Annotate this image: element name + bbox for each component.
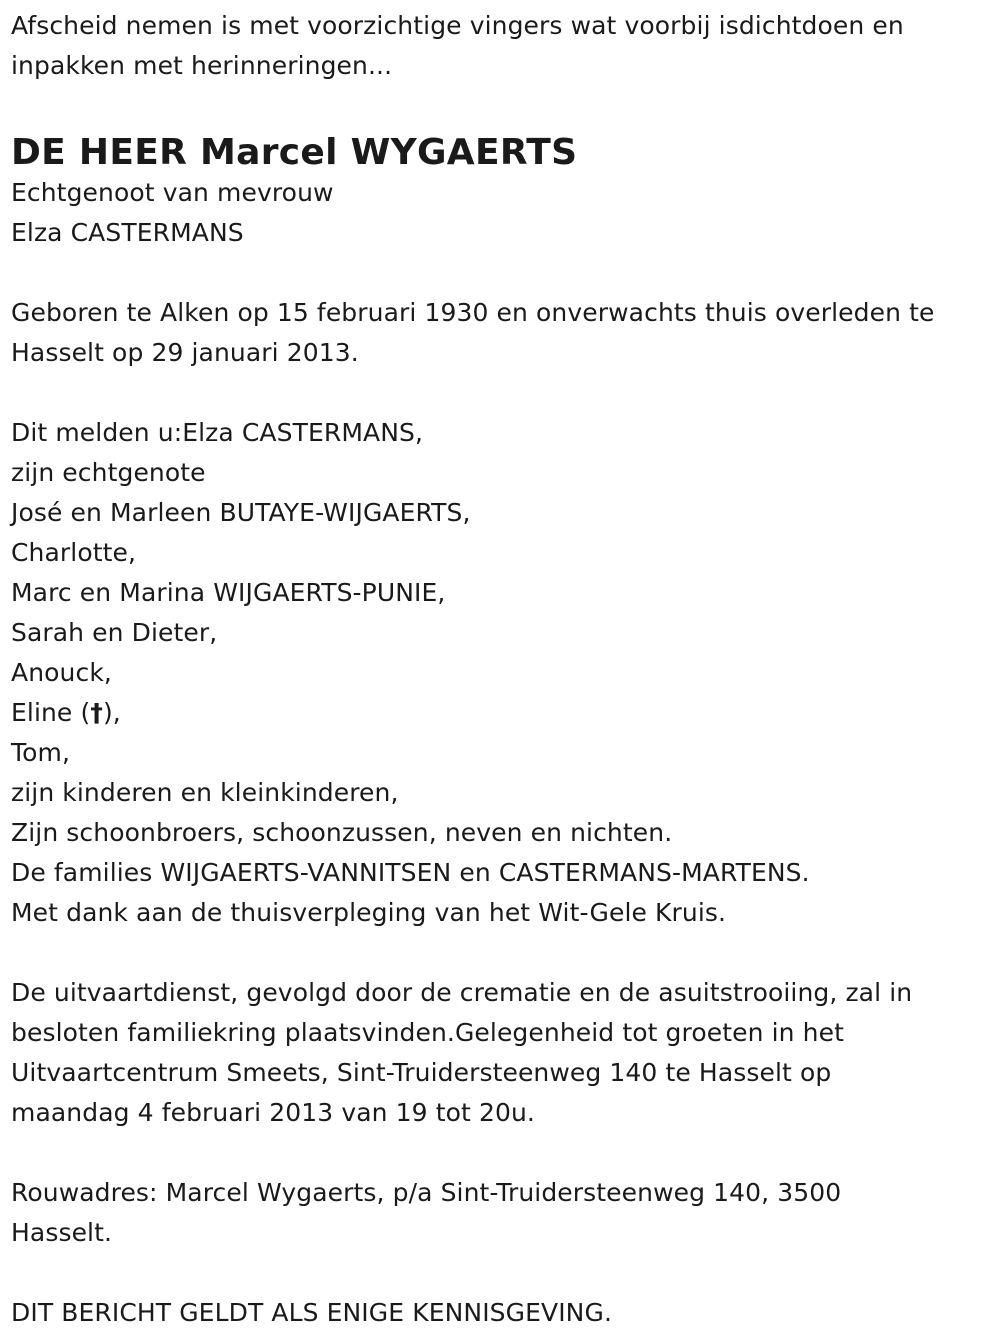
birth-death-line: Geboren te Alken op 15 februari 1930 en onverwachts thuis overleden te [11,298,935,327]
announcer-line-eline [11,693,988,733]
announcers [11,413,988,933]
announcer-line: Zijn schoonbroers, schoonzussen, neven en nichten. [11,818,673,847]
announcer-line: Anouck, [11,658,112,687]
announcer-line: De families WIJGAERTS-VANNITSEN en CASTERMANS-MARTENS. [11,858,810,887]
announcer-line: Sarah en Dieter, [11,618,218,647]
spacer [11,1253,988,1293]
spacer [11,373,988,413]
eline-suffix: ), [102,698,121,727]
ceremony-details [11,973,988,1133]
birth-death [11,293,988,373]
opening-quote [11,6,988,86]
deceased-name: DE HEER Marcel WYGAERTS [11,132,578,173]
spouse-line: Echtgenoot van mevrouw [11,178,334,207]
ceremony-line: maandag 4 februari 2013 van 19 tot 20u. [11,1098,535,1127]
announcer-line: zijn kinderen en kleinkinderen, [11,778,399,807]
spacer [11,253,988,293]
spouse-line: Elza CASTERMANS [11,218,244,247]
ceremony-line: Uitvaartcentrum Smeets, Sint-Truidersteenweg 140 te Hasselt op [11,1058,832,1087]
birth-death-line: Hasselt op 29 januari 2013. [11,338,359,367]
quote-line: inpakken met herinneringen... [11,51,393,80]
notice-line: DIT BERICHT GELDT ALS ENIGE KENNISGEVING. [11,1298,612,1327]
announcer-line: Tom, [11,738,71,767]
announcer-line: Charlotte, [11,538,137,567]
announcer-line: Met dank aan de thuisverpleging van het Wit-Gele Kruis. [11,898,727,927]
spouse-intro [11,173,988,253]
spacer [11,86,988,133]
announcer-line: José en Marleen BUTAYE-WIJGAERTS, [11,498,471,527]
ceremony-line: besloten familiekring plaatsvinden.Gelegenheid tot groeten in het [11,1018,844,1047]
eline-name: Eline ( [11,698,91,727]
spacer [11,933,988,973]
address-line: Rouwadres: Marcel Wygaerts, p/a Sint-Truidersteenweg 140, 3500 [11,1178,842,1207]
quote-line: Afscheid nemen is met voorzichtige vingers wat voorbij isdichtdoen en [11,11,904,40]
ceremony-line: De uitvaartdienst, gevolgd door de crematie en de asuitstrooiing, zal in [11,978,913,1007]
cross-icon: † [90,698,103,727]
announcer-line: zijn echtgenote [11,458,206,487]
announcer-line: Dit melden u:Elza CASTERMANS, [11,418,424,447]
mourning-address [11,1173,988,1253]
spacer [11,1133,988,1173]
announcer-line: Marc en Marina WIJGAERTS-PUNIE, [11,578,446,607]
address-line: Hasselt. [11,1218,113,1247]
